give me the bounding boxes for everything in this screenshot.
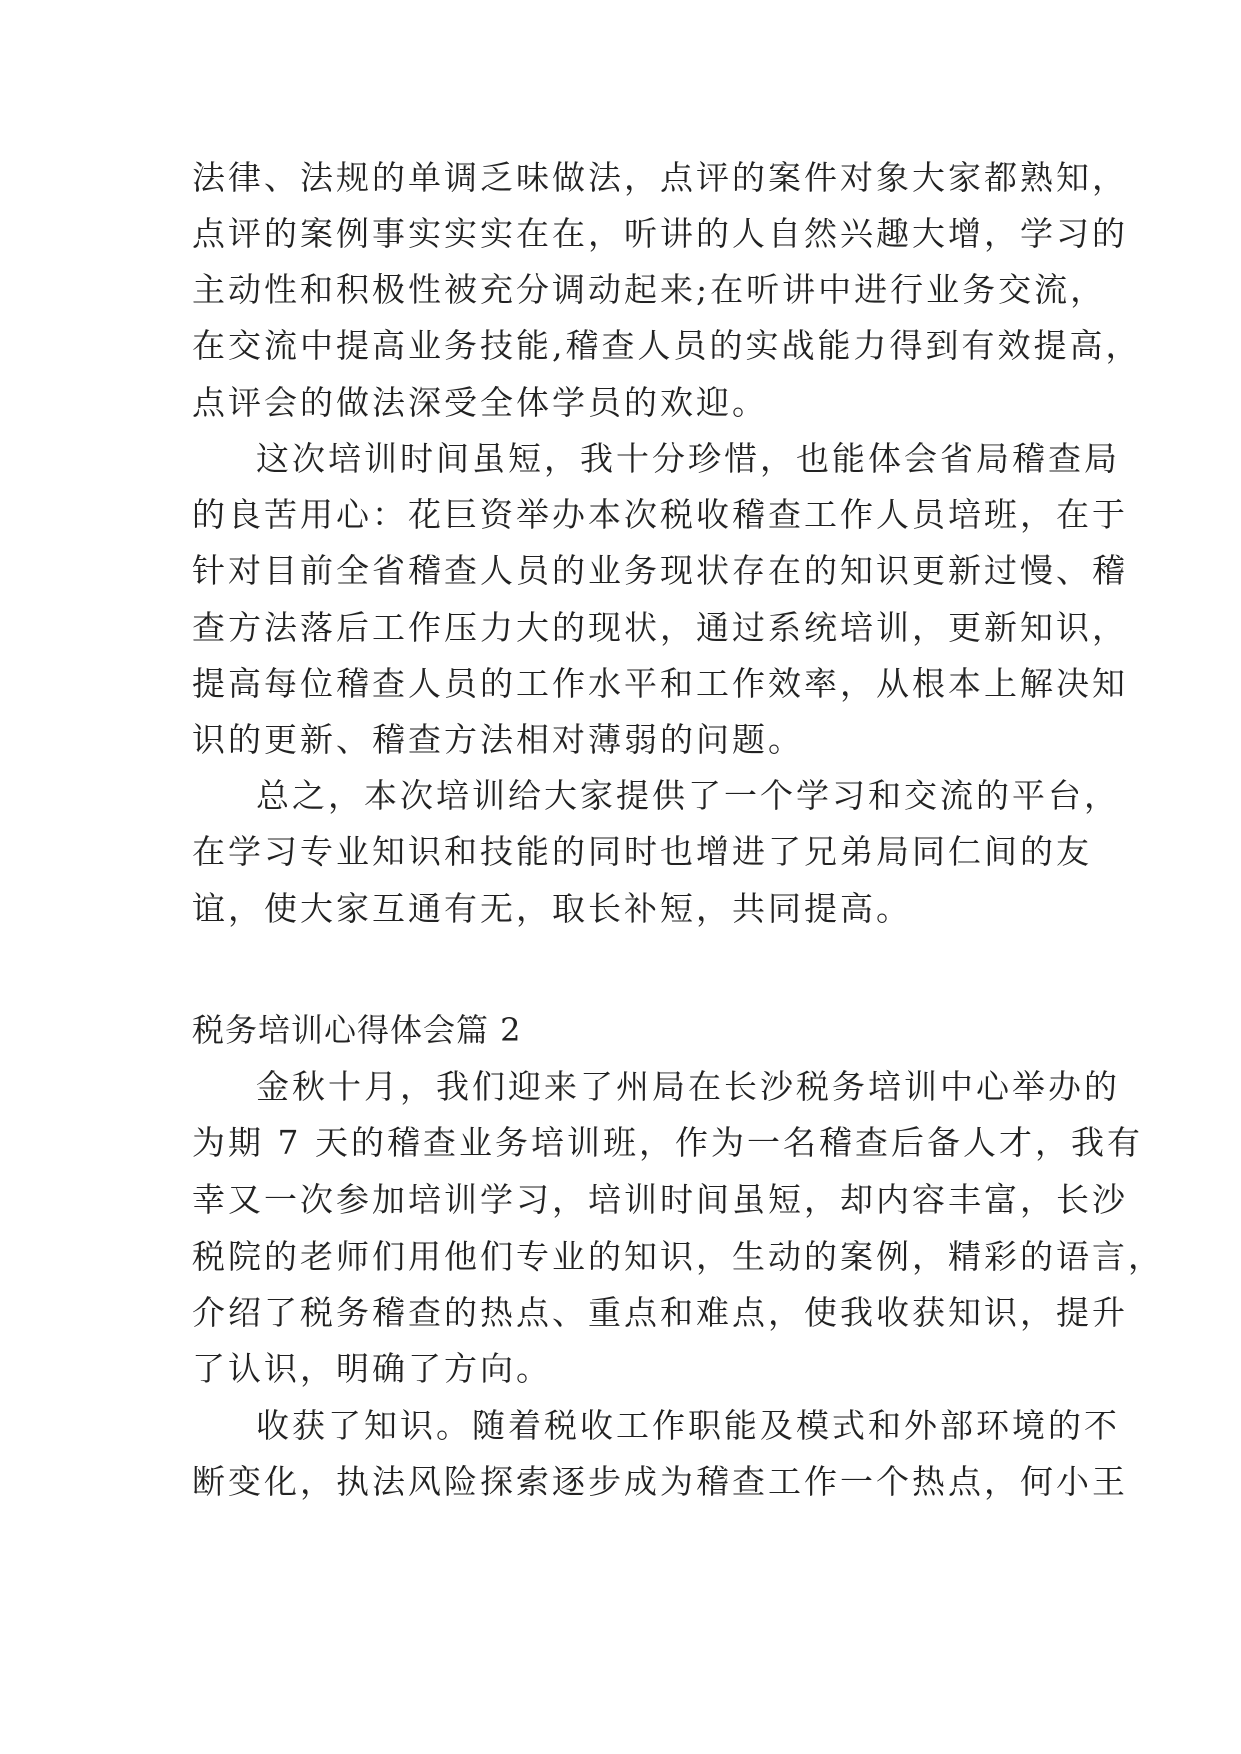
text-line: 谊，使大家互通有无，取长补短，共同提高。 [192,889,912,928]
text-line: 识的更新、稽查方法相对薄弱的问题。 [192,720,804,759]
text-line: 查方法落后工作压力大的现状，通过系统培训，更新知识， [192,608,1128,647]
text-line: 法律、法规的单调乏味做法，点评的案件对象大家都熟知， [192,158,1128,197]
text-line: 为期 7 天的稽查业务培训班，作为一名稽查后备人才，我有 [192,1123,1143,1162]
text-line: 在交流中提高业务技能,稽查人员的实战能力得到有效提高， [192,326,1142,365]
text-line: 的良苦用心：花巨资举办本次税收稽查工作人员培班，在于 [192,495,1128,534]
paragraph-first-line: 金秋十月，我们迎来了州局在长沙税务培训中心举办的 [256,1067,1120,1106]
text-line: 税院的老师们用他们专业的知识，生动的案例，精彩的语言， [192,1237,1164,1276]
text-line: 点评的案例事实实实在在，听讲的人自然兴趣大增，学习的 [192,214,1128,253]
text-line: 断变化，执法风险探索逐步成为稽查工作一个热点，何小王 [192,1462,1128,1501]
text-line: 针对目前全省稽查人员的业务现状存在的知识更新过慢、稽 [192,551,1128,590]
text-line: 提高每位稽查人员的工作水平和工作效率，从根本上解决知 [192,664,1128,703]
paragraph-first-line: 收获了知识。随着税收工作职能及模式和外部环境的不 [256,1406,1120,1445]
paragraph-first-line: 这次培训时间虽短，我十分珍惜，也能体会省局稽查局 [256,439,1120,478]
paragraph-first-line: 总之，本次培训给大家提供了一个学习和交流的平台， [256,776,1120,815]
text-line: 了认识，明确了方向。 [192,1349,552,1388]
section-heading: 税务培训心得体会篇 2 [192,1011,522,1049]
text-line: 介绍了税务稽查的热点、重点和难点，使我收获知识，提升 [192,1293,1128,1332]
text-line: 幸又一次参加培训学习，培训时间虽短，却内容丰富，长沙 [192,1180,1128,1219]
text-line: 在学习专业知识和技能的同时也增进了兄弟局同仁间的友 [192,832,1092,871]
text-line: 点评会的做法深受全体学员的欢迎。 [192,383,768,422]
text-line: 主动性和积极性被充分调动起来;在听讲中进行业务交流， [192,270,1107,309]
